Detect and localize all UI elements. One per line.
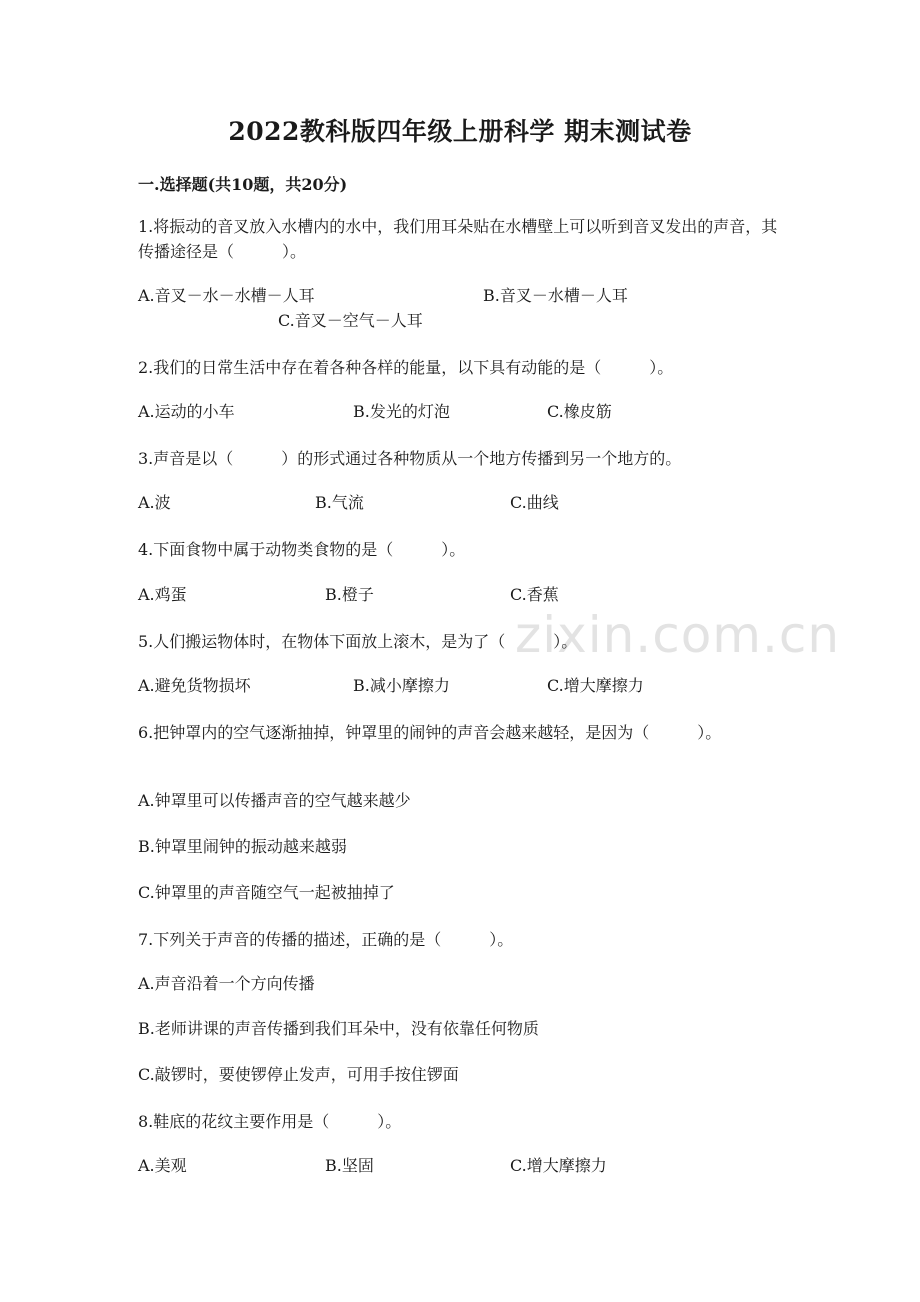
question-3-stem: 3.声音是以（ ）的形式通过各种物质从一个地方传播到另一个地方的。 — [138, 449, 682, 468]
question-5-option-a: A.避免货物损坏 — [138, 676, 251, 695]
question-6-option-b: B.钟罩里闹钟的振动越来越弱 — [138, 837, 347, 856]
question-5-option-c: C.增大摩擦力 — [547, 676, 644, 695]
question-2-option-a: A.运动的小车 — [138, 402, 235, 421]
question-8-option-b: B.坚固 — [325, 1156, 374, 1175]
question-2-option-c: C.橡皮筋 — [547, 402, 612, 421]
question-8-option-c: C.增大摩擦力 — [510, 1156, 607, 1175]
question-1-stem: 1.将振动的音叉放入水槽内的水中，我们用耳朵贴在水槽壁上可以听到音叉发出的声音，其传播途径是（ ）。 — [138, 217, 778, 261]
question-6-stem: 6.把钟罩内的空气逐渐抽掉，钟罩里的闹钟的声音会越来越轻，是因为（ ）。 — [138, 723, 722, 742]
watermark: zixin.com.cn — [515, 606, 841, 664]
question-7-option-a: A.声音沿着一个方向传播 — [138, 974, 315, 993]
question-8-option-a: A.美观 — [138, 1156, 187, 1175]
question-2-stem: 2.我们的日常生活中存在着各种各样的能量，以下具有动能的是（ ）。 — [138, 358, 674, 377]
question-1-option-b: B.音叉－水槽－人耳 — [483, 286, 628, 305]
question-4-option-b: B.橙子 — [325, 585, 374, 604]
question-4-option-a: A.鸡蛋 — [138, 585, 187, 604]
question-7-option-c: C.敲锣时，要使锣停止发声，可用手按住锣面 — [138, 1065, 459, 1084]
question-2-option-b: B.发光的灯泡 — [353, 402, 450, 421]
question-1-option-a: A.音叉－水－水槽－人耳 — [138, 286, 315, 305]
page-title: 2022教科版四年级上册科学 期末测试卷 — [228, 117, 692, 146]
section-heading: 一.选择题(共10题，共20分) — [138, 175, 348, 194]
question-1-option-c: C.音叉－空气－人耳 — [278, 311, 423, 330]
question-5-option-b: B.减小摩擦力 — [353, 676, 450, 695]
question-4-stem: 4.下面食物中属于动物类食物的是（ ）。 — [138, 540, 466, 559]
question-3-option-a: A.波 — [138, 493, 171, 512]
question-7-option-b: B.老师讲课的声音传播到我们耳朵中，没有依靠任何物质 — [138, 1019, 539, 1038]
question-5-stem: 5.人们搬运物体时，在物体下面放上滚木，是为了（ ）。 — [138, 632, 578, 651]
question-8-stem: 8.鞋底的花纹主要作用是（ ）。 — [138, 1112, 402, 1131]
question-6-option-c: C.钟罩里的声音随空气一起被抽掉了 — [138, 883, 395, 902]
question-7-stem: 7.下列关于声音的传播的描述，正确的是（ ）。 — [138, 930, 514, 949]
question-3-option-c: C.曲线 — [510, 493, 559, 512]
question-4-option-c: C.香蕉 — [510, 585, 559, 604]
question-3-option-b: B.气流 — [315, 493, 364, 512]
question-6-option-a: A.钟罩里可以传播声音的空气越来越少 — [138, 791, 411, 810]
